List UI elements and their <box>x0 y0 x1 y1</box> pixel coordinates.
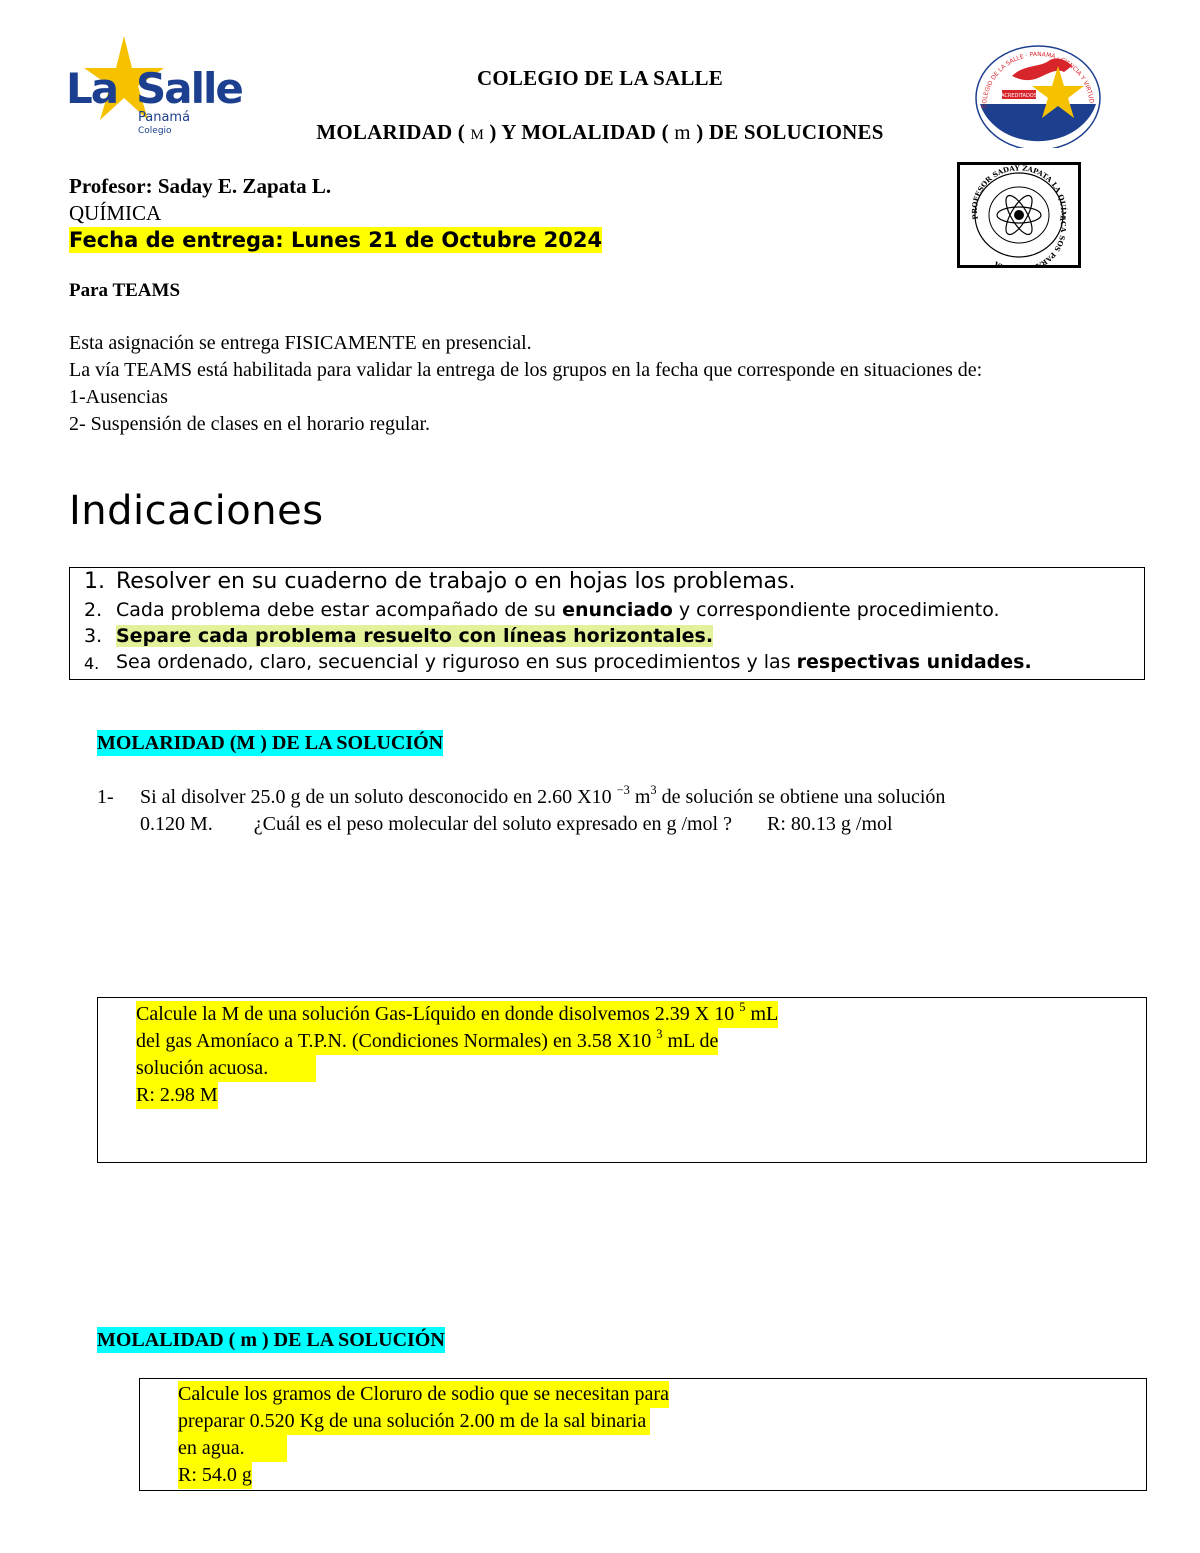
subtitle-part3: ) DE SOLUCIONES <box>690 120 884 144</box>
subject-name: QUÍMICA <box>69 201 162 225</box>
teams-note-line4: 2- Suspensión de clases en el horario regular. <box>69 413 431 435</box>
logo-salle-text: Salle <box>136 64 242 113</box>
indicacion-number: 2. <box>84 599 103 621</box>
indicacion-text: Sea ordenado, claro, secuencial y riguroso en sus procedimientos y las <box>116 651 797 673</box>
professor-name: Profesor: Saday E. Zapata L. <box>69 174 332 198</box>
indicacion-item-1 <box>84 569 796 594</box>
indicacion-text: Cada problema debe estar acompañado de su <box>116 599 563 621</box>
problem-1-answer: R: 80.13 g /mol <box>767 813 893 835</box>
teams-heading: Para TEAMS <box>69 280 181 301</box>
subtitle-molality-symbol: m <box>674 120 691 144</box>
indicacion-number: 1. <box>84 569 105 594</box>
problem-2-exponent: 5 <box>739 1000 746 1015</box>
problem-2-line2 <box>136 1028 718 1055</box>
professor-stamp <box>957 162 1081 268</box>
teams-note-line1: Esta asignación se entrega FISICAMENTE en presencial. <box>69 332 532 354</box>
problem-1-line2 <box>140 811 893 838</box>
indicaciones-heading: Indicaciones <box>69 488 324 534</box>
teams-note-line2: La vía TEAMS está habilitada para validar la entrega de los grupos en la fecha que corresponde en situaciones de: <box>69 359 983 381</box>
molaridad-heading: MOLARIDAD (M ) DE LA SOLUCIÓN <box>97 732 444 754</box>
molalidad-heading: MOLALIDAD ( m ) DE LA SOLUCIÓN <box>97 1329 445 1351</box>
subtitle-part1: MOLARIDAD ( <box>316 120 471 144</box>
indicacion-number: 4. <box>84 654 100 673</box>
seal-badge-text: ACREDITADOS <box>1001 93 1037 99</box>
problem-3-line2: preparar 0.520 Kg de una solución 2.00 m de la sal binaria <box>178 1408 650 1435</box>
subtitle-part2: ) Y MOLALIDAD ( <box>483 120 675 144</box>
problem-1-number: 1- <box>97 786 114 808</box>
atom-stamp-icon <box>960 165 1078 265</box>
indicacion-text: Resolver en su cuaderno de trabajo o en hojas los problemas. <box>116 569 796 594</box>
seal-emblem-icon <box>972 38 1104 148</box>
logo-panama-text: Panamá <box>138 110 191 125</box>
problem-1-text: de solución se obtiene una solución <box>656 786 946 808</box>
school-title: COLEGIO DE LA SALLE <box>477 66 723 90</box>
stamp-text: PROFESOR SADAY ZAPATA LA QUÍMICA SOS PAR A <box>969 165 1069 265</box>
indicacion-highlighted-text: Separe cada problema resuelto con líneas horizontales. <box>116 625 714 647</box>
problem-2-text: mL de <box>662 1030 719 1052</box>
problem-1-exponent: 3 <box>650 783 657 798</box>
indicacion-number: 3. <box>84 625 103 647</box>
logo-la-text: La <box>66 64 118 113</box>
indicaciones-box <box>69 567 1145 680</box>
indicacion-bold-text: enunciado <box>562 599 673 621</box>
problem-1-line1 <box>140 784 945 811</box>
subtitle-molarity-symbol: M <box>470 127 484 143</box>
problem-2-text: mL <box>745 1003 779 1025</box>
problem-1-question: ¿Cuál es el peso molecular del soluto expresado en g /mol ? <box>253 813 732 835</box>
problem-1-exponent: −3 <box>616 783 630 798</box>
problem-2-exponent: 3 <box>656 1027 663 1042</box>
teams-note-line3: 1-Ausencias <box>69 386 168 408</box>
problem-2-box <box>97 997 1147 1163</box>
problem-2-answer: R: 2.98 M <box>136 1082 218 1109</box>
indicacion-item-2 <box>84 599 1000 621</box>
problem-2-text: del gas Amoníaco a T.P.N. (Condiciones Normales) en 3.58 X10 <box>136 1030 657 1052</box>
seal-arc-text: COLEGIO DE LA SALLE · PANAMÁ · CIENCIA Y VIRTUD <box>980 50 1095 109</box>
accreditation-seal <box>972 38 1104 148</box>
logo-colegio-text: Colegio <box>138 126 172 136</box>
indicacion-bold-text: respectivas unidades. <box>796 651 1032 673</box>
problem-2-line1 <box>136 1001 778 1028</box>
problem-2-text: Calcule la M de una solución Gas-Líquido en donde disolvemos 2.39 X 10 <box>136 1003 740 1025</box>
problem-1-text: 0.120 M. <box>140 813 213 835</box>
problem-1-text: Si al disolver 25.0 g de un soluto desconocido en 2.60 X10 <box>140 786 617 808</box>
problem-1-text: m <box>629 786 651 808</box>
problem-3-box <box>139 1378 1147 1491</box>
problem-3-answer: R: 54.0 g <box>178 1462 252 1489</box>
indicacion-text: y correspondiente procedimiento. <box>672 599 1000 621</box>
problem-3-line1: Calcule los gramos de Cloruro de sodio que se necesitan para <box>178 1381 669 1408</box>
problem-3-line3: en agua. <box>178 1435 287 1462</box>
indicacion-item-4 <box>84 651 1032 673</box>
due-date: Fecha de entrega: Lunes 21 de Octubre 2024 <box>69 228 603 252</box>
indicacion-item-3 <box>84 625 714 647</box>
problem-2-line3: solución acuosa. <box>136 1055 316 1082</box>
